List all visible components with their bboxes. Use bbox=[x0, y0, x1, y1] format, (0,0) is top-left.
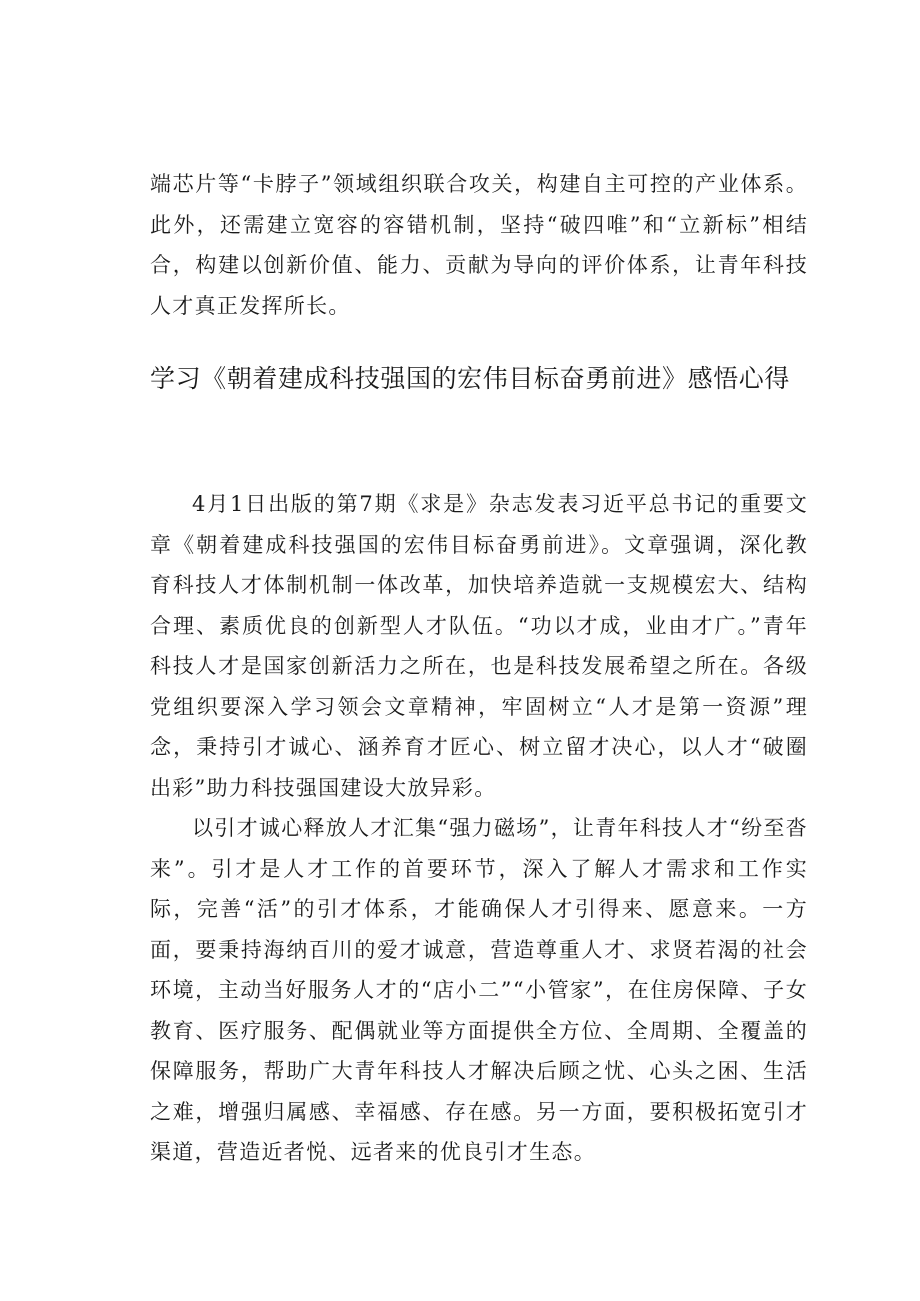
body-paragraph-2: 以引才诚心释放人才汇集“强力磁场”，让青年科技人才“纷至沓来”。引才是人才工作的首要环节，深入了解人才需求和工作实际，完善“活”的引才体系，才能确保人才引得来、愿意来。一方面，要秉持海纳百川的爱才诚意，营造尊重人才、求贤若渴的社会环境，主动当好服务人才的“店小二”“小管家”，在住房保障、子女教育、医疗服务、配偶就业等方面提供全方位、全周期、全覆盖的保障服务，帮助广大青年科技人才解决后顾之忧、心头之困、生活之难，增强归属感、幸福感、存在感。另一方面，要积极拓宽引才渠道，营造近者悦、远者来的优良引才生态。 bbox=[150, 816, 808, 1164]
body-paragraph-1: 4月1日出版的第7期《求是》杂志发表习近平总书记的重要文章《朝着建成科技强国的宏伟目标奋勇前进》。文章强调，深化教育科技人才体制机制一体改革，加快培养造就一支规模宏大、结构合理、素质优良的创新型人才队伍。“功以才成，业由才广。”青年科技人才是国家创新活力之所在，也是科技发展希望之所在。各级党组织要深入学习领会文章精神，牢固树立“人才是第一资源”理念，秉持引才诚心、涵养育才匠心、树立留才决心，以人才“破圈出彩”助力科技强国建设大放异彩。 bbox=[150, 492, 808, 800]
article-body bbox=[150, 484, 808, 1173]
intro-paragraph: 端芯片等“卡脖子”领域组织联合攻关，构建自主可控的产业体系。此外，还需建立宽容的容错机制，坚持“破四唯”和“立新标”相结合，构建以创新价值、能力、贡献为导向的评价体系，让青年科技人才真正发挥所长。 bbox=[150, 172, 808, 318]
article-title: 学习《朝着建成科技强国的宏伟目标奋勇前进》感悟心得 bbox=[149, 364, 790, 393]
